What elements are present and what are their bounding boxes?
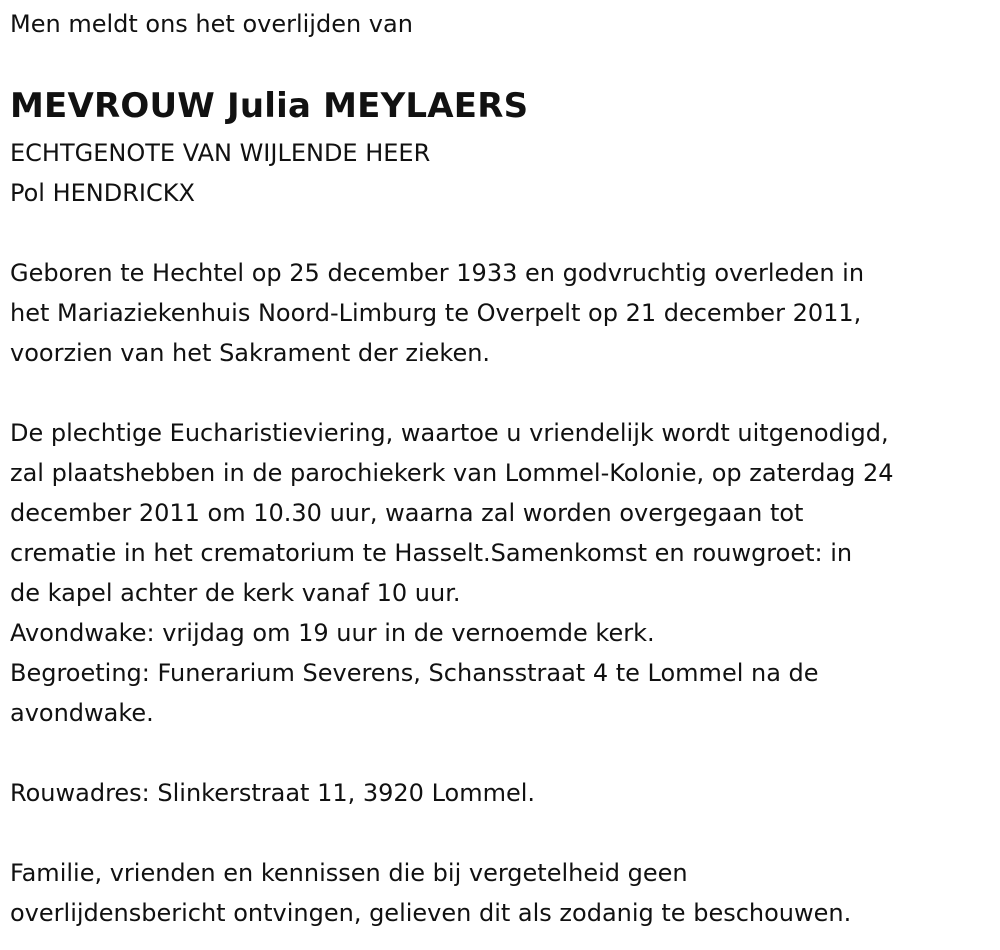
paragraph-line: Familie, vrienden en kennissen die bij vergetelheid geen xyxy=(10,859,688,887)
paragraph-line: Geboren te Hechtel op 25 december 1933 en godvruchtig overleden in xyxy=(10,259,865,287)
paragraph-line: overlijdensbericht ontvingen, gelieven dit als zodanig te beschouwen. xyxy=(10,899,852,927)
mourning-address xyxy=(10,773,535,813)
paragraph-line: zal plaatshebben in de parochiekerk van Lommel-Kolonie, op zaterdag 24 xyxy=(10,459,894,487)
service-paragraph xyxy=(10,413,894,733)
deceased-name: MEVROUW Julia MEYLAERS xyxy=(10,86,529,126)
paragraph-line: december 2011 om 10.30 uur, waarna zal worden overgegaan tot xyxy=(10,499,804,527)
paragraph-line: de kapel achter de kerk vanaf 10 uur. xyxy=(10,579,461,607)
paragraph-line: De plechtige Eucharistieviering, waartoe u vriendelijk wordt uitgenodigd, xyxy=(10,419,889,447)
paragraph-line: voorzien van het Sakrament der zieken. xyxy=(10,339,491,367)
spouse-info xyxy=(10,133,430,213)
paragraph-line: Begroeting: Funerarium Severens, Schansstraat 4 te Lommel na de xyxy=(10,659,819,687)
family-note-paragraph xyxy=(10,853,851,933)
spouse-line: ECHTGENOTE VAN WIJLENDE HEER xyxy=(10,139,431,167)
paragraph-line: crematie in het crematorium te Hasselt.Samenkomst en rouwgroet: in xyxy=(10,539,853,567)
address-line: Rouwadres: Slinkerstraat 11, 3920 Lommel. xyxy=(10,779,536,807)
paragraph-line: Avondwake: vrijdag om 19 uur in de vernoemde kerk. xyxy=(10,619,655,647)
spouse-line: Pol HENDRICKX xyxy=(10,179,195,207)
paragraph-line: avondwake. xyxy=(10,699,154,727)
birth-death-paragraph xyxy=(10,253,864,373)
paragraph-line: het Mariaziekenhuis Noord-Limburg te Overpelt op 21 december 2011, xyxy=(10,299,862,327)
intro-text: Men meldt ons het overlijden van xyxy=(10,10,413,38)
